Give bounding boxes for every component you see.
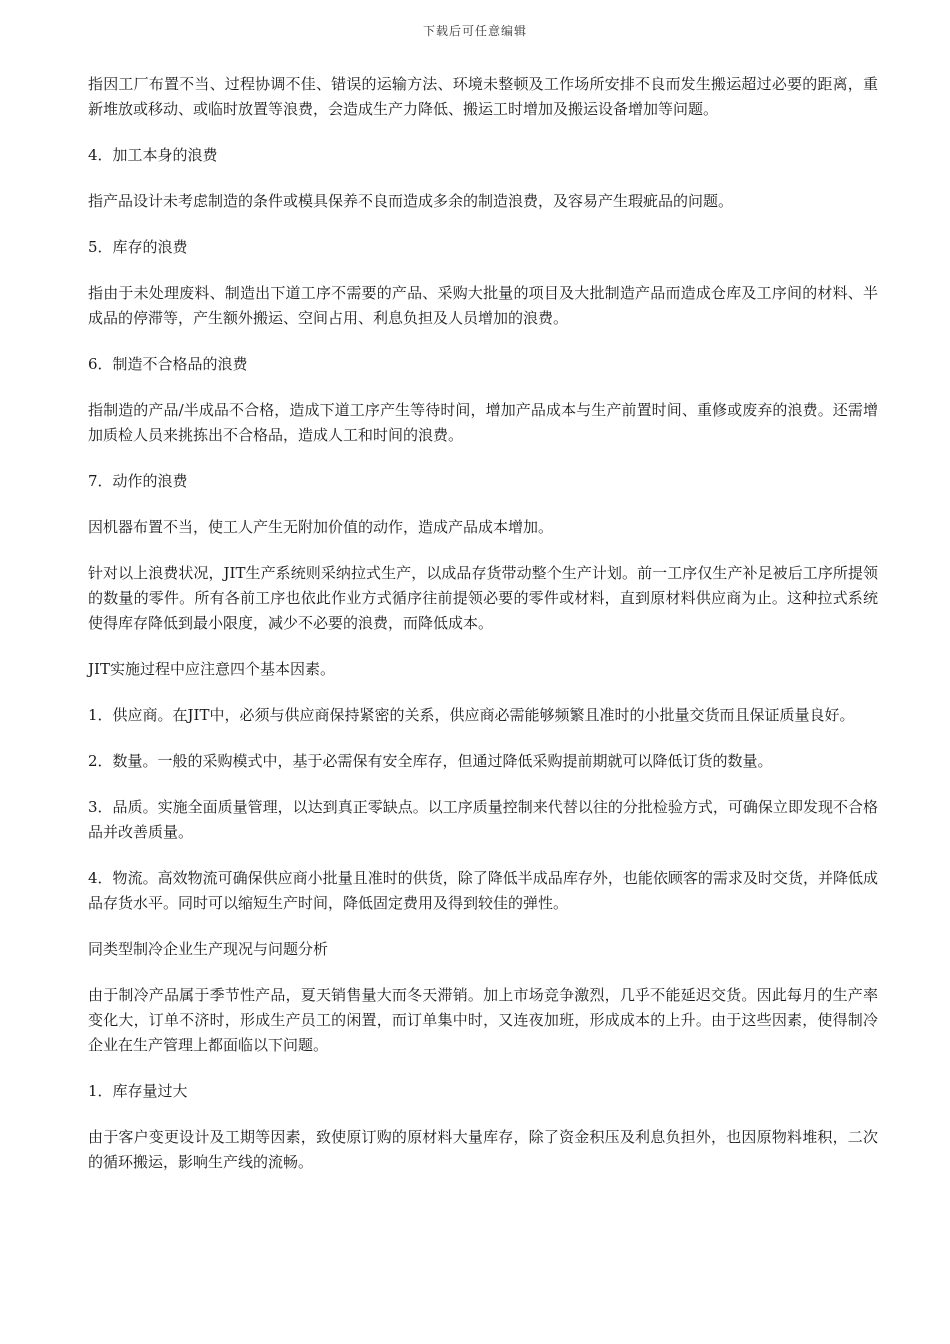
paragraph-factor-logistics: 4．物流。高效物流可确保供应商小批量且准时的供货，除了降低半成品库存外，也能依顾客的需求及时交货，并降低成品存货水平。同时可以缩短生产时间，降低固定费用及得到较佳的弹性。 [88, 869, 878, 912]
paragraph-refrigeration-analysis: 由于制冷产品属于季节性产品，夏天销售量大而冬天滞销。加上市场竞争激烈，几乎不能延迟交货。因此每月的生产率变化大，订单不济时，形成生产员工的闲置，而订单集中时，又连夜加班，形成成本的上升。由于这些因素，使得制冷企业在生产管理上都面临以下问题。 [88, 986, 878, 1054]
paragraph-jit-factors-intro: JIT实施过程中应注意四个基本因素。 [88, 660, 335, 678]
paragraph-motion-waste: 因机器布置不当，使工人产生无附加价值的动作，造成产品成本增加。 [88, 518, 554, 536]
paragraph-inventory-waste: 指由于未处理废料、制造出下道工序不需要的产品、采购大批量的项目及大批制造产品而造成仓库及工序间的材料、半成品的停滞等，产生额外搬运、空间占用、利息负担及人员增加的浪费。 [88, 284, 878, 327]
heading-excess-inventory: 1．库存量过大 [88, 1082, 188, 1100]
paragraph-transport-waste: 指因工厂布置不当、过程协调不佳、错误的运输方法、环境未整顿及工作场所安排不良而发生搬运超过必要的距离，重新堆放或移动、或临时放置等浪费，会造成生产力降低、搬运工时增加及搬运设备增加等问题。 [88, 75, 878, 118]
heading-motion-waste: 7．动作的浪费 [88, 472, 188, 490]
paragraph-excess-inventory: 由于客户变更设计及工期等因素，致使原订购的原材料大量库存，除了资金积压及利息负担外，也因原物料堆积，二次的循环搬运，影响生产线的流畅。 [88, 1128, 878, 1171]
paragraph-factor-supplier: 1．供应商。在JIT中，必须与供应商保持紧密的关系，供应商必需能够频繁且准时的小批量交货而且保证质量良好。 [88, 706, 855, 724]
heading-refrigeration-analysis: 同类型制冷企业生产现况与问题分析 [88, 940, 329, 958]
paragraph-defect-waste: 指制造的产品/半成品不合格，造成下道工序产生等待时间，增加产品成本与生产前置时间、重修或废弃的浪费。还需增加质检人员来挑拣出不合格品，造成人工和时间的浪费。 [88, 401, 878, 444]
paragraph-factor-quantity: 2．数量。一般的采购模式中，基于必需保有安全库存，但通过降低采购提前期就可以降低订货的数量。 [88, 752, 773, 770]
document-body [88, 72, 878, 1196]
heading-defect-waste: 6．制造不合格品的浪费 [88, 355, 248, 373]
paragraph-pull-system: 针对以上浪费状况，JIT生产系统则采纳拉式生产，以成品存货带动整个生产计划。前一工序仅生产补足被后工序所提领的数量的零件。所有各前工序也依此作业方式循序往前提领必要的零件或材料，直到原材料供应商为止。这种拉式系统使得库存降低到最小限度，减少不必要的浪费，而降低成本。 [88, 564, 878, 632]
paragraph-factor-quality: 3．品质。实施全面质量管理，以达到真正零缺点。以工序质量控制来代替以往的分批检验方式，可确保立即发现不合格品并改善质量。 [88, 798, 878, 841]
page-header: 下载后可任意编辑 [422, 24, 527, 38]
heading-inventory-waste: 5．库存的浪费 [88, 238, 188, 256]
paragraph-processing-waste: 指产品设计未考虑制造的条件或模具保养不良而造成多余的制造浪费，及容易产生瑕疵品的问题。 [88, 192, 734, 210]
heading-processing-waste: 4．加工本身的浪费 [88, 146, 218, 164]
